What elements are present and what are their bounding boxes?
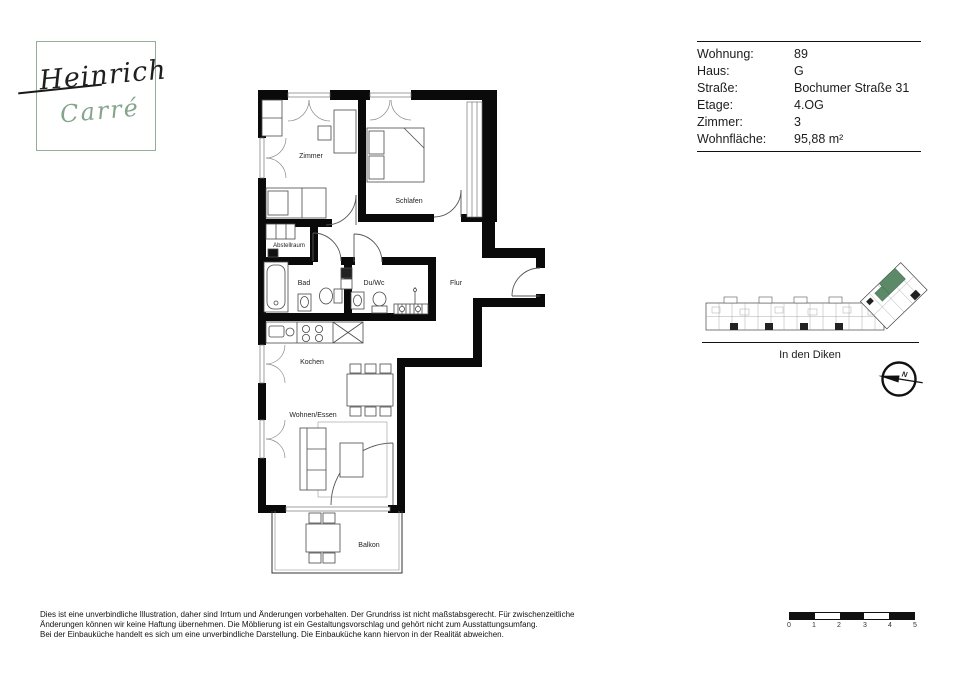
info-label: Etage: bbox=[697, 98, 734, 112]
info-row-strasse bbox=[697, 80, 921, 97]
info-row-haus bbox=[697, 63, 921, 80]
scale-tick: 4 bbox=[888, 622, 892, 629]
room-label-schlafen: Schlafen bbox=[395, 198, 423, 205]
info-label: Haus: bbox=[697, 64, 730, 78]
floor-plan-drawing bbox=[250, 80, 560, 615]
info-value: 4.OG bbox=[794, 98, 824, 112]
site-plan bbox=[698, 256, 928, 336]
room-label-bad: Bad bbox=[297, 280, 311, 287]
info-row-wohnung bbox=[697, 46, 921, 63]
scale-tick: 1 bbox=[812, 622, 816, 629]
room-label-wohnen-essen: Wohnen/Essen bbox=[289, 412, 337, 419]
scale-tick: 2 bbox=[837, 622, 841, 629]
compass-n-label: N bbox=[901, 369, 908, 380]
room-label-abstellraum: Abstellraum bbox=[273, 243, 305, 249]
disclaimer-text bbox=[40, 610, 574, 639]
scale-tick: 5 bbox=[913, 622, 917, 629]
room-label-kochen: Kochen bbox=[300, 359, 324, 366]
room-label-balkon: Balkon bbox=[358, 542, 380, 549]
info-label: Wohnung: bbox=[697, 47, 754, 61]
info-row-wohnflaeche bbox=[697, 131, 921, 148]
info-value: 89 bbox=[794, 47, 808, 61]
info-value: G bbox=[794, 64, 804, 78]
brand-name-line1: Heinrich bbox=[38, 54, 168, 97]
info-label: Wohnfläche: bbox=[697, 132, 767, 146]
site-balconies bbox=[724, 297, 842, 303]
scale-tick: 0 bbox=[787, 622, 791, 629]
info-row-etage bbox=[697, 97, 921, 114]
north-arrow-icon bbox=[874, 355, 926, 407]
street-label: In den Diken bbox=[779, 349, 841, 361]
site-plan-divider bbox=[702, 342, 919, 343]
scale-tick: 3 bbox=[863, 622, 867, 629]
info-value: 3 bbox=[794, 115, 801, 129]
apartment-info-panel bbox=[697, 41, 921, 152]
room-label-zimmer: Zimmer bbox=[299, 153, 323, 160]
room-label-flur: Flur bbox=[449, 280, 463, 287]
room-label-duwc: Du/Wc bbox=[363, 280, 385, 287]
info-value: Bochumer Straße 31 bbox=[794, 81, 910, 95]
info-value: 95,88 m² bbox=[794, 132, 844, 146]
info-row-zimmer bbox=[697, 114, 921, 131]
disclaimer-line-1: Dies ist eine unverbindliche Illustration, daher sind Irrtum und Änderungen vorbehalten. Der Grundriss ist nicht maßstabsgerecht. Für zwischenzeitliche bbox=[40, 610, 575, 619]
info-label: Zimmer: bbox=[697, 115, 743, 129]
disclaimer-line-2: Änderungen können wir keine Haftung übernehmen. Die Möblierung ist ein Gestaltungsvorschlag und gehört nicht zum Ausstattungsumfang. bbox=[40, 619, 538, 629]
brand-name-line2: Carré bbox=[59, 93, 141, 129]
info-label: Straße: bbox=[697, 81, 738, 95]
scale-bar bbox=[789, 612, 915, 620]
disclaimer-line-3: Bei der Einbauküche handelt es sich um eine unverbindliche Darstellung. Die Einbauküche kann hiervon in der Realität abweichen. bbox=[40, 629, 504, 639]
